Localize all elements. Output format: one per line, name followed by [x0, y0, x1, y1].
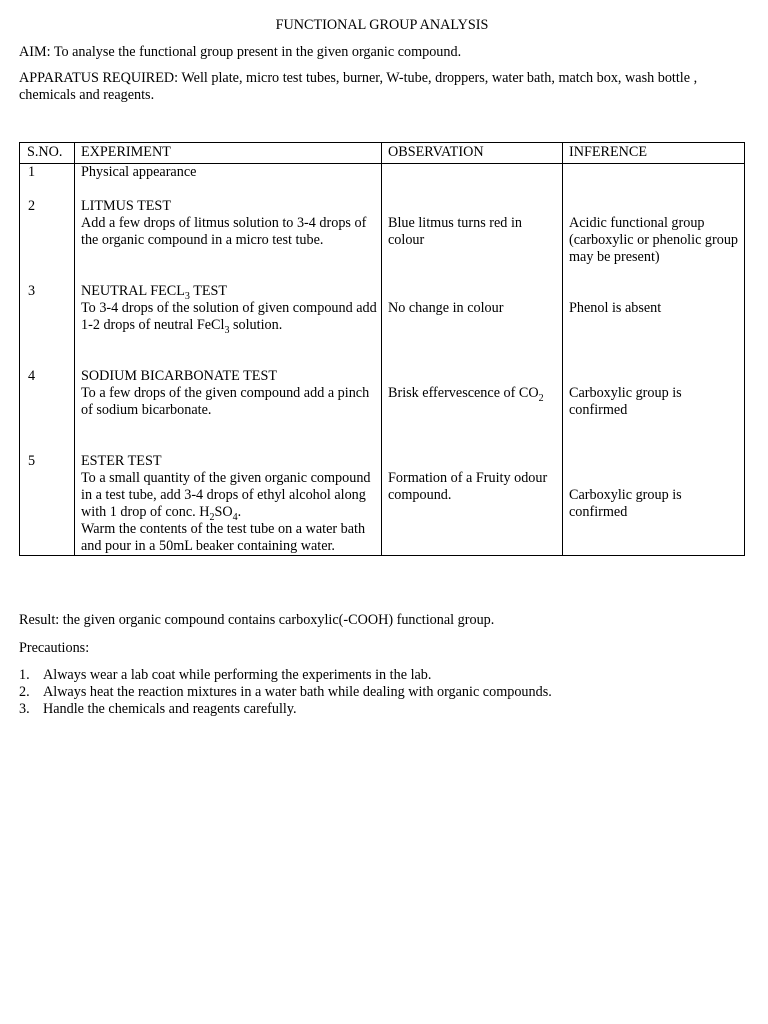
apparatus-text: APPARATUS REQUIRED: Well plate, micro test tubes, burner, W-tube, droppers, water bath, match box, wash bottle , chemicals and reagents.	[19, 70, 698, 103]
observation-5: Formation of a Fruity odour compound.	[388, 470, 548, 503]
header-sno: S.NO.	[20, 143, 75, 164]
experiment-4-body: To a few drops of the given compound add a pinch of sodium bicarbonate.	[81, 385, 370, 418]
precautions-label: Precautions:	[19, 640, 90, 656]
observation-4: Brisk effervescence of $CO_2$	[388, 385, 544, 404]
table-cell-sno	[20, 164, 75, 556]
experiment-table	[19, 142, 745, 556]
list-item: 3. Handle the chemicals and reagents carefully.	[19, 701, 297, 717]
experiment-5-title: ESTER TEST	[81, 453, 162, 469]
inference-4: Carboxylic group is confirmed	[569, 385, 682, 418]
document-title: FUNCTIONAL GROUP ANALYSIS	[275, 17, 489, 33]
list-item: 2. Always heat the reaction mixtures in a water bath while dealing with organic compounds.	[19, 684, 552, 700]
aim-text: AIM: To analyse the functional group present in the given organic compound.	[19, 44, 462, 60]
table-cell-observation	[382, 164, 563, 556]
sno-4: 4	[28, 368, 36, 384]
observation-3: No change in colour	[388, 300, 504, 316]
header-inference: INFERENCE	[563, 143, 745, 164]
table-cell-inference	[563, 164, 745, 556]
sno-2: 2	[28, 198, 36, 214]
table-cell-experiment	[75, 164, 382, 556]
sno-3: 3	[28, 283, 36, 299]
experiment-5-body-2: Warm the contents of the test tube on a water bath and pour in a 50mL beaker containing water.	[81, 521, 366, 554]
experiment-4-title: SODIUM BICARBONATE TEST	[81, 368, 278, 384]
inference-5: Carboxylic group is confirmed	[569, 487, 682, 520]
inference-2: Acidic functional group (carboxylic or phenolic group may be present)	[569, 215, 739, 265]
sno-1: 1	[28, 164, 36, 180]
result-text: Result: the given organic compound contains carboxylic(-COOH) functional group.	[19, 612, 495, 628]
experiment-1-title: Physical appearance	[81, 164, 197, 180]
list-item: 1. Always wear a lab coat while performing the experiments in the lab.	[19, 667, 432, 683]
experiment-2-body: Add a few drops of litmus solution to 3-4 drops of the organic compound in a micro test tube.	[81, 215, 367, 248]
precautions-list	[19, 667, 745, 718]
experiment-2-title: LITMUS TEST	[81, 198, 171, 214]
table-row	[20, 164, 745, 556]
experiment-3-body: To 3-4 drops of the solution of given compound add 1-2 drops of neutral FeCl$_3$ solution.	[81, 300, 377, 336]
header-experiment: EXPERIMENT	[75, 143, 382, 164]
inference-3: Phenol is absent	[569, 300, 662, 316]
experiment-3-title: NEUTRAL $FECL_3$ TEST	[81, 283, 228, 302]
document-page	[19, 17, 745, 718]
table-header-row	[20, 143, 745, 164]
observation-2: Blue litmus turns red in colour	[388, 215, 522, 248]
sno-5: 5	[28, 453, 36, 469]
experiment-5-body: To a small quantity of the given organic compound in a test tube, add 3-4 drops of ethyl alcohol along with 1 drop of conc. $H_2SO_4$.	[81, 470, 371, 523]
header-observation: OBSERVATION	[382, 143, 563, 164]
